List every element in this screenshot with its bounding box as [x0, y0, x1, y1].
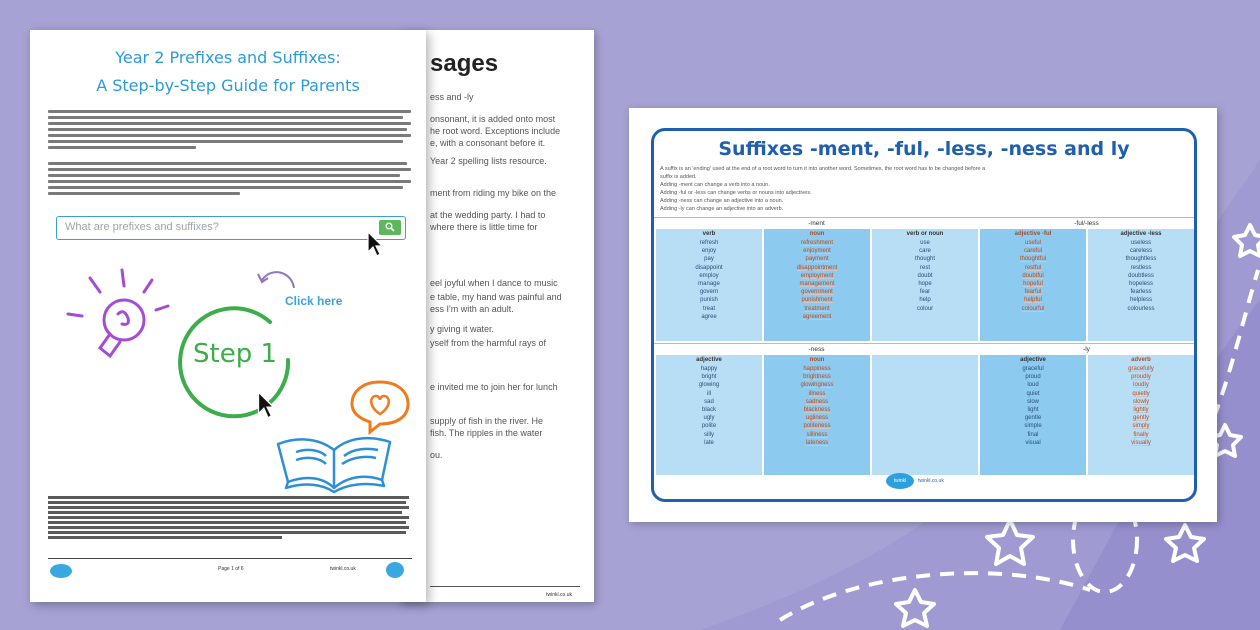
- column-header: noun: [809, 357, 825, 363]
- word: gently: [1132, 415, 1149, 422]
- suffixes-worksheet: [629, 108, 1217, 522]
- word: fearless: [1130, 289, 1152, 296]
- word: colourless: [1127, 305, 1155, 312]
- passage-line: he root word. Exceptions include: [430, 126, 561, 136]
- word: politeness: [803, 423, 831, 430]
- word: simple: [1024, 423, 1042, 430]
- word: use: [920, 240, 930, 246]
- section-ness: -ness: [654, 343, 979, 355]
- intro-paragraph: [48, 110, 418, 152]
- intro-line: Adding -ful or -less can change verbs or nouns into adjectives.: [660, 190, 812, 196]
- passage-line: ou.: [430, 450, 443, 460]
- word: lightly: [1133, 407, 1149, 414]
- intro-line: suffix is added.: [660, 174, 697, 180]
- column-adjective-ly: [980, 355, 1086, 475]
- passage-line: where there is little time for: [430, 222, 538, 232]
- word: useless: [1130, 240, 1152, 246]
- guide-title-line1: Year 2 Prefixes and Suffixes:: [115, 48, 341, 67]
- word: glowing: [698, 382, 720, 389]
- section-ment: -ment: [654, 217, 979, 229]
- passage-line: supply of fish in the river. He: [430, 416, 544, 426]
- word: punish: [700, 297, 718, 304]
- word: employ: [699, 272, 719, 279]
- passage-line: ment from riding my bike on the: [430, 188, 557, 198]
- passage-line: y giving it water.: [430, 324, 495, 334]
- passage-line: e table, my hand was painful and: [430, 292, 562, 302]
- word: light: [1027, 407, 1039, 414]
- word: thought: [914, 256, 936, 263]
- column-header: adjective: [696, 357, 722, 363]
- word: disappointment: [796, 264, 838, 271]
- word: restless: [1130, 264, 1152, 271]
- word: happiness: [803, 366, 831, 372]
- word: enjoyment: [803, 248, 831, 255]
- passage-line: at the wedding party. I had to: [430, 210, 546, 220]
- column-header: verb: [702, 231, 716, 237]
- curved-arrow-icon: [252, 266, 302, 296]
- column-adjective-ness: [656, 355, 762, 475]
- worksheet-title: Suffixes -ment, -ful, -less, -ness and ly: [718, 138, 1130, 160]
- worksheet-intro: [660, 165, 1190, 213]
- word: government: [801, 289, 833, 296]
- word: agreement: [802, 313, 832, 320]
- section-ful-less: -ful/-less: [979, 217, 1194, 229]
- passage-line: ess I'm with an adult.: [430, 304, 514, 314]
- word: late: [704, 439, 714, 446]
- word: visual: [1025, 439, 1041, 446]
- intro-line: Adding -ness can change an adjective into a noun.: [660, 198, 784, 204]
- word: silliness: [806, 431, 828, 438]
- passage-line: Year 2 spelling lists resource.: [430, 156, 547, 166]
- column-header: verb or noun: [906, 231, 944, 237]
- column-header: adjective -ful: [1014, 231, 1052, 237]
- word: colourful: [1021, 305, 1045, 312]
- word: agree: [701, 313, 717, 320]
- word: rest: [919, 264, 930, 271]
- step-label: Step 1: [193, 339, 278, 369]
- word: manage: [698, 281, 720, 288]
- column-header: adjective -less: [1120, 231, 1162, 237]
- word: gentle: [1024, 415, 1042, 422]
- word: graceful: [1022, 366, 1044, 372]
- search-icon: [385, 222, 395, 232]
- word: happy: [700, 366, 718, 372]
- page-number: Page 1 of 6: [218, 566, 244, 572]
- word: hopeless: [1128, 281, 1154, 288]
- front-page-guide: [30, 30, 426, 602]
- back-page-passages: [400, 30, 594, 602]
- word: lateness: [805, 439, 829, 446]
- disclaimer-paragraph: [48, 496, 413, 541]
- word: loud: [1027, 382, 1039, 389]
- word: careless: [1129, 248, 1153, 255]
- word: thoughtless: [1125, 256, 1157, 263]
- word: slow: [1026, 398, 1039, 405]
- word: management: [799, 281, 835, 288]
- worksheet-url: twinkl.co.uk: [918, 478, 944, 484]
- twinkl-logo: [50, 564, 72, 578]
- word: bright: [701, 374, 717, 381]
- word: enjoy: [701, 248, 717, 255]
- word: care: [919, 248, 931, 255]
- book-icon: [274, 426, 394, 496]
- word: gracefully: [1128, 366, 1154, 372]
- word: proudly: [1131, 374, 1151, 381]
- footer-divider: [48, 558, 412, 559]
- column-adverb: [1088, 355, 1194, 475]
- word: govern: [699, 289, 719, 296]
- click-here-label[interactable]: Click here: [285, 294, 343, 308]
- word: fearful: [1024, 289, 1042, 296]
- passage-line: ess and -ly: [430, 92, 474, 102]
- word: visually: [1131, 439, 1151, 446]
- pointer-cursor-icon: [256, 390, 276, 420]
- word: treatment: [804, 305, 830, 312]
- word: finally: [1133, 431, 1149, 438]
- word: brightness: [803, 374, 831, 381]
- word: treat: [702, 305, 715, 312]
- word: restful: [1024, 264, 1042, 271]
- twinkl-logo: twinkl: [886, 473, 914, 489]
- word: refreshment: [800, 240, 833, 246]
- word: careful: [1023, 248, 1042, 255]
- search-bar[interactable]: [56, 216, 406, 240]
- column-empty: [872, 355, 978, 475]
- footer-url: twinkl.co.uk: [330, 566, 356, 572]
- word: help: [919, 297, 931, 304]
- word: simply: [1132, 423, 1150, 430]
- word: slowly: [1132, 398, 1150, 405]
- word: illness: [808, 390, 826, 397]
- section-ly: -ly: [979, 343, 1194, 355]
- back-page-heading: sages: [430, 50, 499, 77]
- word: pay: [704, 256, 714, 263]
- word: quietly: [1132, 390, 1150, 397]
- word: disappoint: [695, 264, 723, 271]
- footer-divider: [430, 586, 580, 587]
- word: loudly: [1133, 382, 1149, 389]
- word: sadness: [805, 398, 829, 405]
- column-header: noun: [809, 231, 825, 237]
- word: fear: [919, 289, 931, 296]
- passage-line: e, with a consonant before it.: [430, 138, 546, 148]
- worksheet-frame: [651, 128, 1197, 502]
- word: colour: [916, 305, 934, 312]
- word: sad: [704, 398, 714, 405]
- word: hopeful: [1023, 281, 1043, 288]
- word: polite: [701, 423, 717, 430]
- instructions-paragraph: [48, 162, 418, 198]
- column-noun-ment: [764, 229, 870, 341]
- word: glowingness: [800, 382, 834, 389]
- word: doubtless: [1128, 272, 1154, 279]
- column-header: adjective: [1020, 357, 1046, 363]
- search-input[interactable]: What are prefixes and suffixes?: [65, 221, 219, 233]
- word: silly: [704, 431, 714, 438]
- word: helpless: [1129, 297, 1152, 304]
- word: doubt: [917, 272, 933, 279]
- intro-line: Adding -ment can change a verb into a noun.: [660, 182, 770, 188]
- column-header: adverb: [1131, 357, 1151, 363]
- word: ill: [707, 390, 711, 397]
- column-verb: [656, 229, 762, 341]
- passage-line: e invited me to join her for lunch: [430, 382, 558, 392]
- column-verb-or-noun: [872, 229, 978, 341]
- word: employment: [800, 272, 834, 279]
- word: proud: [1025, 374, 1041, 381]
- word: ugliness: [805, 415, 828, 422]
- column-adjective-less: [1088, 229, 1194, 341]
- column-adjective-ful: [980, 229, 1086, 341]
- word: refresh: [699, 240, 719, 246]
- guide-title-line2: A Step-by-Step Guide for Parents: [96, 76, 360, 95]
- word: doubtful: [1022, 272, 1044, 279]
- word: thoughtful: [1019, 256, 1047, 263]
- word: black: [701, 407, 716, 414]
- word: helpful: [1024, 297, 1042, 304]
- column-header: [872, 355, 978, 365]
- badge-logo: [386, 562, 404, 578]
- word: ugly: [703, 415, 715, 422]
- word: quiet: [1026, 390, 1040, 397]
- word: blackness: [803, 407, 831, 414]
- word: useful: [1024, 240, 1041, 246]
- passage-line: yself from the harmful rays of: [430, 338, 547, 348]
- word: hope: [918, 281, 932, 288]
- cursor-icon: [366, 230, 384, 258]
- column-noun-ness: [764, 355, 870, 475]
- passage-line: eel joyful when I dance to music: [430, 278, 558, 288]
- word: punishment: [801, 297, 833, 304]
- intro-line: A suffix is an 'ending' used at the end of a root word to turn it into another word. Sometimes, the root word has to be changed before a: [660, 166, 986, 172]
- word: final: [1027, 431, 1039, 438]
- passage-line: fish. The ripples in the water: [430, 428, 543, 438]
- word: payment: [805, 256, 829, 263]
- intro-line: Adding -ly can change an adjective into an adverb.: [660, 206, 784, 212]
- back-page-footer: twinkl.co.uk: [546, 592, 572, 598]
- passage-line: onsonant, it is added onto most: [430, 114, 556, 124]
